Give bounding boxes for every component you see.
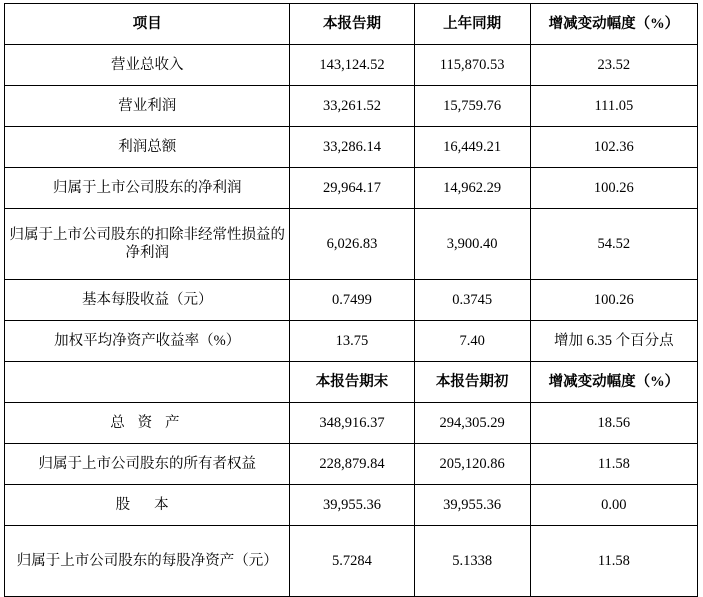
table-row (5, 485, 698, 526)
row-previous: 15,759.76 (414, 86, 530, 127)
row-current: 348,916.37 (290, 403, 414, 444)
row-change: 0.00 (530, 485, 697, 526)
table-row (5, 280, 698, 321)
row-label: 股 本 (5, 485, 290, 526)
table-header-row-period (5, 4, 698, 45)
row-label: 归属于上市公司股东的扣除非经常性损益的净利润 (5, 209, 290, 280)
row-change: 54.52 (530, 209, 697, 280)
row-change: 102.36 (530, 127, 697, 168)
row-current: 6,026.83 (290, 209, 414, 280)
row-change: 11.58 (530, 444, 697, 485)
table-row (5, 444, 698, 485)
financial-summary-sheet (0, 3, 703, 569)
row-previous: 115,870.53 (414, 45, 530, 86)
row-previous: 7.40 (414, 321, 530, 362)
row-previous: 3,900.40 (414, 209, 530, 280)
row-current: 143,124.52 (290, 45, 414, 86)
row-current: 33,286.14 (290, 127, 414, 168)
row-label: 基本每股收益（元） (5, 280, 290, 321)
row-current: 13.75 (290, 321, 414, 362)
row-previous: 205,120.86 (414, 444, 530, 485)
row-label: 利润总额 (5, 127, 290, 168)
table-row (5, 526, 698, 597)
table-header-row-balance (5, 362, 698, 403)
header-cell-current-period: 本报告期 (290, 4, 414, 45)
row-label: 总 资 产 (5, 403, 290, 444)
row-current: 33,261.52 (290, 86, 414, 127)
row-previous: 39,955.36 (414, 485, 530, 526)
row-current: 39,955.36 (290, 485, 414, 526)
row-current: 29,964.17 (290, 168, 414, 209)
row-previous: 0.3745 (414, 280, 530, 321)
row-label: 营业总收入 (5, 45, 290, 86)
row-change: 100.26 (530, 280, 697, 321)
row-change: 11.58 (530, 526, 697, 597)
row-change: 111.05 (530, 86, 697, 127)
table-row (5, 403, 698, 444)
row-change: 23.52 (530, 45, 697, 86)
row-change: 增加 6.35 个百分点 (530, 321, 697, 362)
table-row (5, 168, 698, 209)
header-cell-change-rate: 增减变动幅度（%） (530, 4, 697, 45)
row-current: 0.7499 (290, 280, 414, 321)
table-row (5, 321, 698, 362)
header-cell-item: 项目 (5, 4, 290, 45)
row-label: 加权平均净资产收益率（%） (5, 321, 290, 362)
row-previous: 16,449.21 (414, 127, 530, 168)
table-row (5, 127, 698, 168)
financial-summary-table (4, 3, 698, 597)
row-previous: 5.1338 (414, 526, 530, 597)
header-cell-period-end: 本报告期末 (290, 362, 414, 403)
header-cell-period-begin: 本报告期初 (414, 362, 530, 403)
row-label: 归属于上市公司股东的每股净资产（元） (5, 526, 290, 597)
row-label: 归属于上市公司股东的所有者权益 (5, 444, 290, 485)
row-previous: 14,962.29 (414, 168, 530, 209)
row-current: 5.7284 (290, 526, 414, 597)
row-label: 营业利润 (5, 86, 290, 127)
row-previous: 294,305.29 (414, 403, 530, 444)
header-cell-change-rate: 增减变动幅度（%） (530, 362, 697, 403)
table-row (5, 209, 698, 280)
header-cell-empty (5, 362, 290, 403)
row-current: 228,879.84 (290, 444, 414, 485)
row-label: 归属于上市公司股东的净利润 (5, 168, 290, 209)
table-row (5, 45, 698, 86)
row-change: 100.26 (530, 168, 697, 209)
table-row (5, 86, 698, 127)
row-change: 18.56 (530, 403, 697, 444)
header-cell-previous-period: 上年同期 (414, 4, 530, 45)
